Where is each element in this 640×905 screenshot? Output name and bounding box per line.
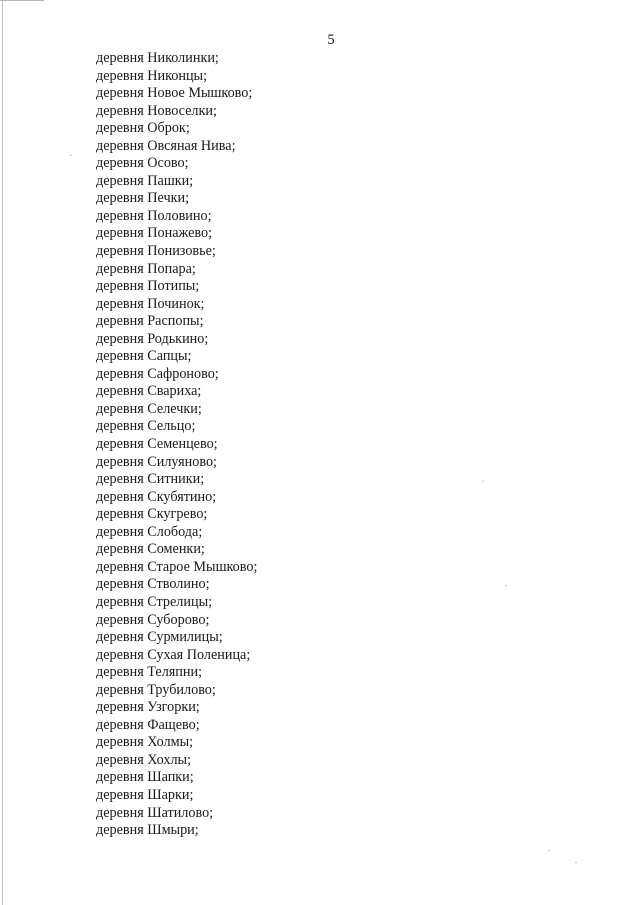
list-item: деревня Семенцево; bbox=[96, 436, 218, 453]
list-item: деревня Сафроново; bbox=[96, 365, 219, 382]
scan-speck bbox=[70, 155, 72, 156]
list-item: деревня Старое Мышково; bbox=[96, 558, 258, 575]
list-item: деревня Новоселки; bbox=[96, 102, 217, 119]
list-item: деревня Пашки; bbox=[96, 172, 194, 189]
list-item: деревня Половино; bbox=[96, 207, 212, 224]
scan-speck bbox=[505, 585, 507, 586]
list-item: деревня Трубилово; bbox=[96, 681, 216, 698]
village-list bbox=[96, 50, 257, 840]
list-item: деревня Николинки; bbox=[96, 50, 219, 66]
list-item: деревня Стрелицы; bbox=[96, 593, 213, 610]
list-item: деревня Сурмилицы; bbox=[96, 629, 223, 646]
scan-left-edge bbox=[2, 0, 3, 905]
list-item: деревня Скугрево; bbox=[96, 506, 208, 523]
list-item: деревня Шмыри; bbox=[96, 822, 199, 839]
list-item: деревня Родькино; bbox=[96, 330, 209, 347]
list-item: деревня Починок; bbox=[96, 295, 205, 312]
scan-speck bbox=[575, 862, 577, 863]
list-item: деревня Теляпни; bbox=[96, 664, 203, 681]
list-item: деревня Понизовье; bbox=[96, 243, 216, 260]
scan-speck bbox=[482, 481, 484, 482]
list-item: деревня Печки; bbox=[96, 190, 190, 207]
list-item: деревня Стволино; bbox=[96, 576, 210, 593]
list-item: деревня Сельцо; bbox=[96, 418, 196, 435]
list-item: деревня Оброк; bbox=[96, 120, 190, 137]
list-item: деревня Новое Мышково; bbox=[96, 85, 253, 102]
list-item: деревня Слобода; bbox=[96, 523, 203, 540]
list-item: деревня Потипы; bbox=[96, 278, 200, 295]
list-item: деревня Селечки; bbox=[96, 400, 202, 417]
scan-corner-mark bbox=[0, 0, 44, 1]
list-item: деревня Попара; bbox=[96, 260, 196, 277]
list-item: деревня Суборово; bbox=[96, 611, 210, 628]
list-item: деревня Узгорки; bbox=[96, 699, 200, 716]
list-item: деревня Овсяная Нива; bbox=[96, 137, 236, 154]
list-item: деревня Сухая Поленица; bbox=[96, 646, 251, 663]
page-number: 5 bbox=[327, 32, 335, 48]
list-item: деревня Ситники; bbox=[96, 471, 205, 488]
list-item: деревня Силуяново; bbox=[96, 453, 217, 470]
list-item: деревня Фащево; bbox=[96, 716, 200, 733]
list-item: деревня Шапки; bbox=[96, 769, 194, 786]
list-item: деревня Холмы; bbox=[96, 734, 194, 751]
list-item: деревня Соменки; bbox=[96, 541, 205, 558]
list-item: деревня Распопы; bbox=[96, 313, 204, 330]
list-item: деревня Шатилово; bbox=[96, 804, 214, 821]
list-item: деревня Скубятино; bbox=[96, 488, 217, 505]
list-item: деревня Свариха; bbox=[96, 383, 202, 400]
list-item: деревня Осово; bbox=[96, 155, 189, 172]
list-item: деревня Понажево; bbox=[96, 225, 213, 242]
list-item: деревня Хохлы; bbox=[96, 751, 192, 768]
list-item: деревня Сапцы; bbox=[96, 348, 192, 365]
scan-speck bbox=[548, 850, 550, 851]
list-item: деревня Никонцы; bbox=[96, 67, 208, 84]
list-item: деревня Шарки; bbox=[96, 786, 194, 803]
